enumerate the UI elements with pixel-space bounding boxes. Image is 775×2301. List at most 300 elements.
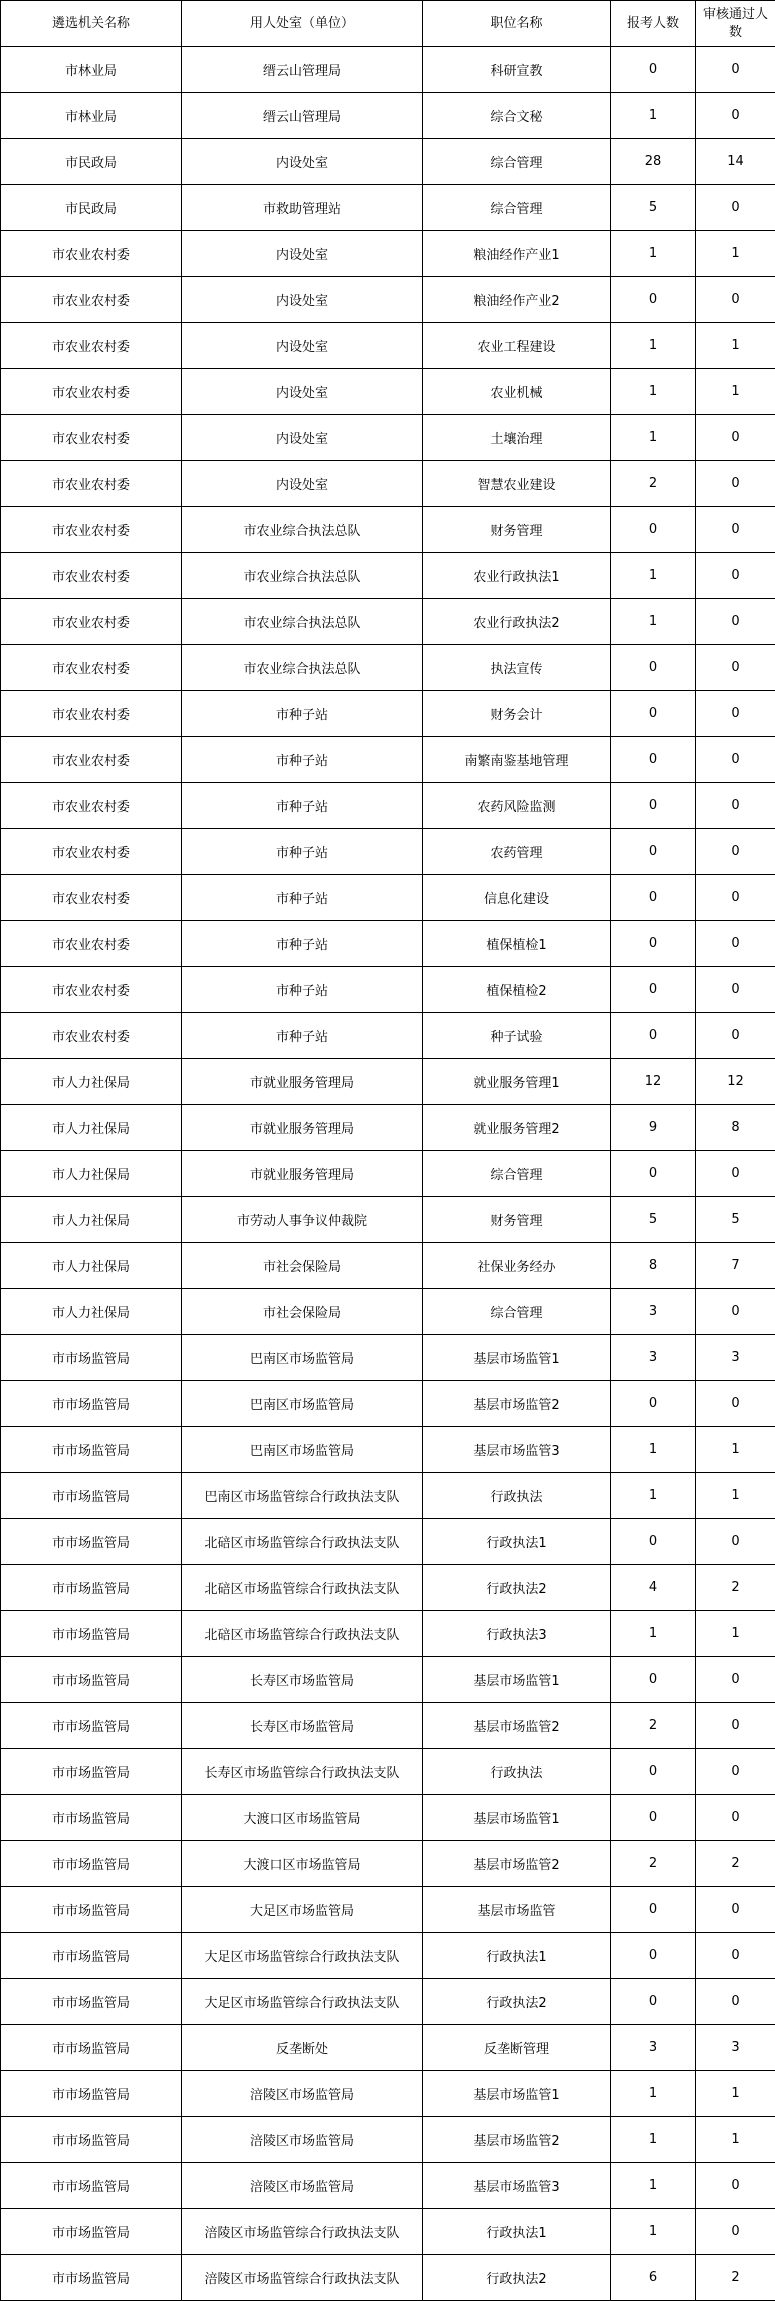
table-row [1,1427,775,1473]
cell-agency: 市农业农村委 [1,921,182,967]
cell-department: 市种子站 [182,921,423,967]
cell-approved: 1 [696,231,775,277]
table-row [1,1243,775,1289]
cell-agency: 市人力社保局 [1,1243,182,1289]
cell-agency: 市市场监管局 [1,1611,182,1657]
cell-approved: 0 [696,1887,775,1933]
cell-position: 行政执法2 [423,1565,611,1611]
cell-department: 市种子站 [182,829,423,875]
cell-position: 土壤治理 [423,415,611,461]
cell-department: 市社会保险局 [182,1243,423,1289]
table-row [1,1979,775,2025]
cell-position: 综合文秘 [423,93,611,139]
cell-agency: 市人力社保局 [1,1151,182,1197]
cell-applicants: 0 [611,1151,696,1197]
cell-approved: 2 [696,1565,775,1611]
cell-approved: 0 [696,1013,775,1059]
cell-agency: 市市场监管局 [1,1335,182,1381]
table-row [1,1289,775,1335]
cell-approved: 1 [696,1473,775,1519]
cell-department: 大渡口区市场监管局 [182,1841,423,1887]
cell-department: 市农业综合执法总队 [182,645,423,691]
cell-applicants: 28 [611,139,696,185]
cell-department: 涪陵区市场监管局 [182,2071,423,2117]
cell-department: 大足区市场监管局 [182,1887,423,1933]
cell-applicants: 1 [611,2117,696,2163]
cell-agency: 市市场监管局 [1,2163,182,2209]
header-position: 职位名称 [423,1,611,47]
cell-agency: 市市场监管局 [1,1841,182,1887]
cell-agency: 市市场监管局 [1,1933,182,1979]
cell-position: 粮油经作产业2 [423,277,611,323]
cell-approved: 0 [696,1979,775,2025]
cell-agency: 市人力社保局 [1,1105,182,1151]
cell-applicants: 1 [611,1611,696,1657]
cell-position: 基层市场监管3 [423,2163,611,2209]
cell-approved: 0 [696,2209,775,2255]
cell-position: 智慧农业建设 [423,461,611,507]
cell-agency: 市人力社保局 [1,1197,182,1243]
table-row [1,1197,775,1243]
cell-approved: 0 [696,1381,775,1427]
cell-approved: 2 [696,2255,775,2301]
cell-applicants: 0 [611,1657,696,1703]
cell-applicants: 5 [611,185,696,231]
cell-position: 农业行政执法1 [423,553,611,599]
cell-approved: 0 [696,599,775,645]
cell-agency: 市林业局 [1,93,182,139]
cell-position: 综合管理 [423,139,611,185]
cell-agency: 市农业农村委 [1,691,182,737]
table-row [1,1519,775,1565]
cell-department: 巴南区市场监管局 [182,1335,423,1381]
cell-applicants: 1 [611,2209,696,2255]
cell-department: 缙云山管理局 [182,47,423,93]
cell-position: 农业机械 [423,369,611,415]
table-row [1,599,775,645]
table-row [1,1105,775,1151]
cell-agency: 市农业农村委 [1,875,182,921]
table-row [1,277,775,323]
cell-applicants: 0 [611,829,696,875]
table-row [1,783,775,829]
cell-position: 基层市场监管2 [423,1841,611,1887]
table-row [1,507,775,553]
cell-approved: 14 [696,139,775,185]
cell-approved: 2 [696,1841,775,1887]
cell-applicants: 5 [611,1197,696,1243]
table-row [1,967,775,1013]
cell-agency: 市市场监管局 [1,2117,182,2163]
cell-agency: 市市场监管局 [1,1979,182,2025]
cell-position: 基层市场监管1 [423,1335,611,1381]
cell-agency: 市市场监管局 [1,1795,182,1841]
cell-department: 内设处室 [182,415,423,461]
cell-applicants: 1 [611,2071,696,2117]
header-agency: 遴选机关名称 [1,1,182,47]
cell-agency: 市农业农村委 [1,507,182,553]
cell-department: 市劳动人事争议仲裁院 [182,1197,423,1243]
table-row [1,2255,775,2301]
table-row [1,1151,775,1197]
table-body [1,47,775,2301]
cell-position: 财务管理 [423,1197,611,1243]
cell-position: 综合管理 [423,1289,611,1335]
table-row [1,2117,775,2163]
table-row [1,323,775,369]
cell-agency: 市市场监管局 [1,1657,182,1703]
cell-agency: 市人力社保局 [1,1289,182,1335]
cell-approved: 0 [696,507,775,553]
table-row [1,139,775,185]
cell-department: 市种子站 [182,783,423,829]
cell-agency: 市市场监管局 [1,1381,182,1427]
cell-department: 市就业服务管理局 [182,1151,423,1197]
cell-applicants: 0 [611,1749,696,1795]
cell-agency: 市市场监管局 [1,2209,182,2255]
cell-position: 行政执法1 [423,1519,611,1565]
cell-approved: 0 [696,967,775,1013]
cell-agency: 市农业农村委 [1,323,182,369]
cell-agency: 市农业农村委 [1,231,182,277]
cell-applicants: 0 [611,1519,696,1565]
table-row [1,369,775,415]
cell-applicants: 8 [611,1243,696,1289]
cell-approved: 0 [696,1289,775,1335]
cell-approved: 0 [696,415,775,461]
cell-applicants: 0 [611,645,696,691]
cell-position: 粮油经作产业1 [423,231,611,277]
cell-department: 市农业综合执法总队 [182,599,423,645]
cell-department: 市就业服务管理局 [182,1059,423,1105]
cell-department: 涪陵区市场监管局 [182,2117,423,2163]
cell-applicants: 1 [611,553,696,599]
cell-approved: 0 [696,93,775,139]
cell-department: 巴南区市场监管局 [182,1427,423,1473]
table-header [1,1,775,47]
cell-applicants: 0 [611,921,696,967]
cell-department: 市种子站 [182,875,423,921]
cell-approved: 0 [696,1795,775,1841]
table-row [1,1565,775,1611]
table-row [1,415,775,461]
cell-applicants: 0 [611,1013,696,1059]
cell-approved: 0 [696,737,775,783]
cell-department: 北碚区市场监管综合行政执法支队 [182,1519,423,1565]
cell-position: 农药风险监测 [423,783,611,829]
cell-agency: 市农业农村委 [1,1013,182,1059]
cell-position: 就业服务管理2 [423,1105,611,1151]
cell-agency: 市林业局 [1,47,182,93]
cell-approved: 7 [696,1243,775,1289]
cell-department: 反垄断处 [182,2025,423,2071]
cell-agency: 市市场监管局 [1,1749,182,1795]
cell-approved: 1 [696,1611,775,1657]
table-row [1,461,775,507]
cell-applicants: 3 [611,2025,696,2071]
header-department: 用人处室（单位） [182,1,423,47]
cell-position: 就业服务管理1 [423,1059,611,1105]
cell-department: 涪陵区市场监管综合行政执法支队 [182,2209,423,2255]
cell-agency: 市农业农村委 [1,553,182,599]
cell-applicants: 3 [611,1289,696,1335]
cell-department: 内设处室 [182,139,423,185]
cell-applicants: 1 [611,599,696,645]
cell-position: 基层市场监管3 [423,1427,611,1473]
cell-department: 内设处室 [182,277,423,323]
cell-position: 综合管理 [423,1151,611,1197]
table-row [1,1703,775,1749]
cell-approved: 0 [696,645,775,691]
cell-position: 财务管理 [423,507,611,553]
table-row [1,185,775,231]
cell-approved: 0 [696,1519,775,1565]
table-row [1,2071,775,2117]
cell-approved: 0 [696,461,775,507]
cell-approved: 1 [696,1427,775,1473]
cell-agency: 市农业农村委 [1,645,182,691]
table-row [1,1933,775,1979]
cell-approved: 0 [696,783,775,829]
cell-agency: 市农业农村委 [1,737,182,783]
cell-applicants: 1 [611,231,696,277]
cell-approved: 1 [696,2071,775,2117]
cell-agency: 市农业农村委 [1,967,182,1013]
cell-department: 缙云山管理局 [182,93,423,139]
cell-department: 涪陵区市场监管综合行政执法支队 [182,2255,423,2301]
cell-department: 市农业综合执法总队 [182,553,423,599]
cell-position: 财务会计 [423,691,611,737]
cell-applicants: 0 [611,1381,696,1427]
cell-position: 基层市场监管1 [423,2071,611,2117]
cell-applicants: 2 [611,461,696,507]
cell-applicants: 0 [611,691,696,737]
table-row [1,829,775,875]
cell-department: 市种子站 [182,967,423,1013]
cell-applicants: 0 [611,783,696,829]
cell-department: 长寿区市场监管局 [182,1657,423,1703]
cell-department: 市社会保险局 [182,1289,423,1335]
cell-department: 大渡口区市场监管局 [182,1795,423,1841]
table-row [1,231,775,277]
cell-agency: 市市场监管局 [1,2071,182,2117]
cell-approved: 0 [696,47,775,93]
cell-agency: 市人力社保局 [1,1059,182,1105]
cell-approved: 1 [696,323,775,369]
cell-position: 农药管理 [423,829,611,875]
cell-approved: 3 [696,2025,775,2071]
cell-agency: 市市场监管局 [1,1473,182,1519]
cell-applicants: 0 [611,1795,696,1841]
table-row [1,1657,775,1703]
cell-approved: 5 [696,1197,775,1243]
cell-approved: 0 [696,875,775,921]
cell-approved: 1 [696,369,775,415]
table-row [1,1841,775,1887]
cell-agency: 市农业农村委 [1,783,182,829]
cell-department: 市就业服务管理局 [182,1105,423,1151]
table-row [1,691,775,737]
cell-approved: 0 [696,553,775,599]
cell-position: 基层市场监管2 [423,1381,611,1427]
cell-approved: 0 [696,1703,775,1749]
cell-approved: 1 [696,2117,775,2163]
cell-department: 巴南区市场监管局 [182,1381,423,1427]
header-applicants: 报考人数 [611,1,696,47]
cell-position: 南繁南鉴基地管理 [423,737,611,783]
cell-applicants: 12 [611,1059,696,1105]
cell-position: 社保业务经办 [423,1243,611,1289]
cell-approved: 12 [696,1059,775,1105]
cell-applicants: 1 [611,2163,696,2209]
cell-applicants: 4 [611,1565,696,1611]
cell-department: 长寿区市场监管综合行政执法支队 [182,1749,423,1795]
cell-position: 行政执法 [423,1473,611,1519]
table-row [1,1335,775,1381]
cell-applicants: 0 [611,875,696,921]
cell-position: 基层市场监管1 [423,1795,611,1841]
cell-agency: 市农业农村委 [1,369,182,415]
cell-agency: 市农业农村委 [1,415,182,461]
cell-department: 涪陵区市场监管局 [182,2163,423,2209]
cell-agency: 市农业农村委 [1,829,182,875]
cell-approved: 8 [696,1105,775,1151]
cell-position: 执法宣传 [423,645,611,691]
cell-position: 行政执法2 [423,1979,611,2025]
cell-approved: 0 [696,1933,775,1979]
cell-applicants: 0 [611,507,696,553]
table-row [1,2163,775,2209]
cell-approved: 0 [696,1151,775,1197]
cell-applicants: 1 [611,93,696,139]
table-row [1,1473,775,1519]
cell-department: 市种子站 [182,1013,423,1059]
cell-applicants: 0 [611,967,696,1013]
cell-applicants: 0 [611,277,696,323]
cell-position: 行政执法3 [423,1611,611,1657]
cell-position: 科研宣教 [423,47,611,93]
cell-applicants: 1 [611,1473,696,1519]
header-row [1,1,775,47]
cell-position: 基层市场监管1 [423,1657,611,1703]
cell-department: 内设处室 [182,231,423,277]
cell-position: 行政执法1 [423,2209,611,2255]
cell-department: 内设处室 [182,369,423,415]
cell-applicants: 1 [611,1427,696,1473]
cell-position: 行政执法2 [423,2255,611,2301]
cell-approved: 0 [696,691,775,737]
table-row [1,921,775,967]
cell-department: 市种子站 [182,691,423,737]
cell-applicants: 0 [611,1979,696,2025]
cell-approved: 0 [696,1749,775,1795]
cell-position: 农业行政执法2 [423,599,611,645]
table-row [1,1749,775,1795]
cell-agency: 市民政局 [1,139,182,185]
cell-applicants: 1 [611,323,696,369]
cell-department: 长寿区市场监管局 [182,1703,423,1749]
cell-applicants: 9 [611,1105,696,1151]
cell-department: 大足区市场监管综合行政执法支队 [182,1979,423,2025]
header-approved: 审核通过人数 [696,1,775,47]
table-row [1,737,775,783]
cell-approved: 0 [696,185,775,231]
cell-position: 行政执法 [423,1749,611,1795]
cell-applicants: 0 [611,47,696,93]
cell-position: 基层市场监管2 [423,2117,611,2163]
cell-department: 北碚区市场监管综合行政执法支队 [182,1565,423,1611]
cell-position: 反垄断管理 [423,2025,611,2071]
table-row [1,1795,775,1841]
cell-applicants: 6 [611,2255,696,2301]
cell-position: 基层市场监管 [423,1887,611,1933]
table-row [1,1381,775,1427]
cell-position: 种子试验 [423,1013,611,1059]
cell-applicants: 0 [611,1887,696,1933]
cell-department: 巴南区市场监管综合行政执法支队 [182,1473,423,1519]
cell-agency: 市市场监管局 [1,1565,182,1611]
cell-department: 市救助管理站 [182,185,423,231]
cell-position: 植保植检2 [423,967,611,1013]
cell-agency: 市市场监管局 [1,1427,182,1473]
table-row [1,1013,775,1059]
table-row [1,875,775,921]
cell-applicants: 2 [611,1841,696,1887]
cell-applicants: 1 [611,415,696,461]
cell-approved: 0 [696,1657,775,1703]
table-row [1,2025,775,2071]
cell-approved: 0 [696,2163,775,2209]
cell-position: 综合管理 [423,185,611,231]
cell-approved: 0 [696,921,775,967]
cell-position: 基层市场监管2 [423,1703,611,1749]
cell-agency: 市市场监管局 [1,1519,182,1565]
cell-approved: 0 [696,829,775,875]
cell-department: 北碚区市场监管综合行政执法支队 [182,1611,423,1657]
cell-applicants: 0 [611,1933,696,1979]
cell-position: 信息化建设 [423,875,611,921]
cell-approved: 0 [696,277,775,323]
table-row [1,93,775,139]
cell-agency: 市农业农村委 [1,277,182,323]
cell-applicants: 3 [611,1335,696,1381]
cell-department: 市种子站 [182,737,423,783]
cell-department: 内设处室 [182,323,423,369]
table-row [1,47,775,93]
cell-applicants: 2 [611,1703,696,1749]
cell-position: 植保植检1 [423,921,611,967]
cell-approved: 3 [696,1335,775,1381]
cell-agency: 市市场监管局 [1,2255,182,2301]
table-row [1,2209,775,2255]
cell-agency: 市市场监管局 [1,1703,182,1749]
table-row [1,645,775,691]
cell-department: 市农业综合执法总队 [182,507,423,553]
table-row [1,1611,775,1657]
cell-agency: 市市场监管局 [1,2025,182,2071]
cell-position: 农业工程建设 [423,323,611,369]
cell-position: 行政执法1 [423,1933,611,1979]
cell-agency: 市民政局 [1,185,182,231]
cell-applicants: 1 [611,369,696,415]
table-row [1,553,775,599]
table-row [1,1887,775,1933]
cell-department: 内设处室 [182,461,423,507]
cell-agency: 市农业农村委 [1,599,182,645]
cell-department: 大足区市场监管综合行政执法支队 [182,1933,423,1979]
table-row [1,1059,775,1105]
cell-agency: 市农业农村委 [1,461,182,507]
